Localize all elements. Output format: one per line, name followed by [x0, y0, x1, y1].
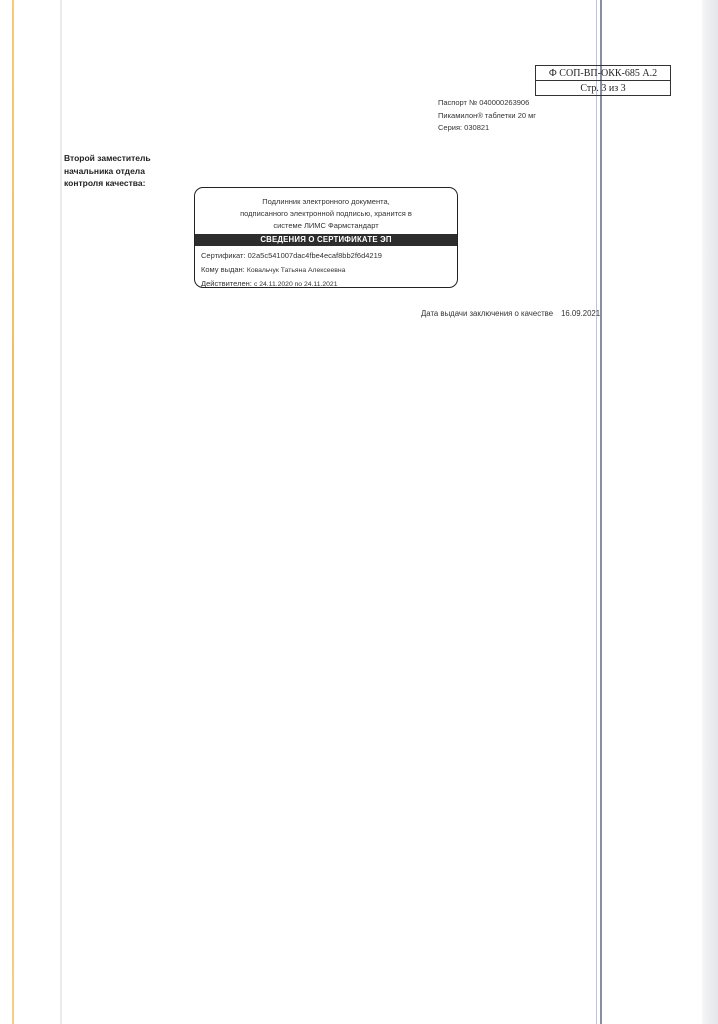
stamp-header: СВЕДЕНИЯ О СЕРТИФИКАТЕ ЭП: [195, 234, 457, 246]
form-code-table: [535, 65, 671, 96]
stamp-original-note: [195, 188, 457, 234]
signer-title-line: Второй заместитель: [64, 153, 151, 163]
stamp-issued-to: [195, 263, 457, 278]
issued-to-name: Ковальчук Татьяна Алексеевна: [246, 266, 346, 274]
stamp-note-line: системе ЛИМС Фармстандарт: [273, 221, 379, 230]
valid-range: с 24.11.2020 по 24.11.2021: [253, 281, 338, 288]
form-code: Ф СОП-ВП-ОКК-685 А.2: [536, 66, 671, 81]
issue-date-label: Дата выдачи заключения о качестве: [421, 309, 554, 318]
scan-edge-left: [12, 0, 14, 1024]
e-signature-stamp: [194, 187, 458, 288]
stamp-note-line: подписанного электронной подписью, хранится в: [240, 209, 412, 218]
stamp-certificate: Сертификат: 02a5c541007dac4fbe4ecaf8bb2f6d4219: [201, 251, 382, 260]
passport-number: Паспорт № 040000263906: [438, 98, 530, 107]
series-number: Серия: 030821: [438, 123, 490, 132]
valid-label: Действителен:: [201, 279, 254, 288]
conclusion-issue-date: [421, 309, 600, 318]
passport-block: [438, 97, 536, 135]
issued-to-label: Кому выдан:: [201, 264, 247, 274]
stamp-validity: [195, 277, 457, 288]
signer-title-line: контроля качества:: [64, 178, 146, 188]
scan-artifact-line: [596, 0, 597, 1024]
issue-date-value: 16.09.2021: [561, 309, 601, 318]
scan-edge-right: [702, 0, 718, 1024]
scan-artifact-line: [600, 0, 602, 1024]
product-name: Пикамилон® таблетки 20 мг: [438, 110, 537, 120]
page-number: Стр. 3 из 3: [536, 81, 671, 96]
stamp-note-line: Подлинник электронного документа,: [262, 197, 390, 206]
signer-title: [64, 152, 151, 190]
signer-title-line: начальника отдела: [64, 165, 145, 176]
scan-shadow-left: [60, 0, 62, 1024]
